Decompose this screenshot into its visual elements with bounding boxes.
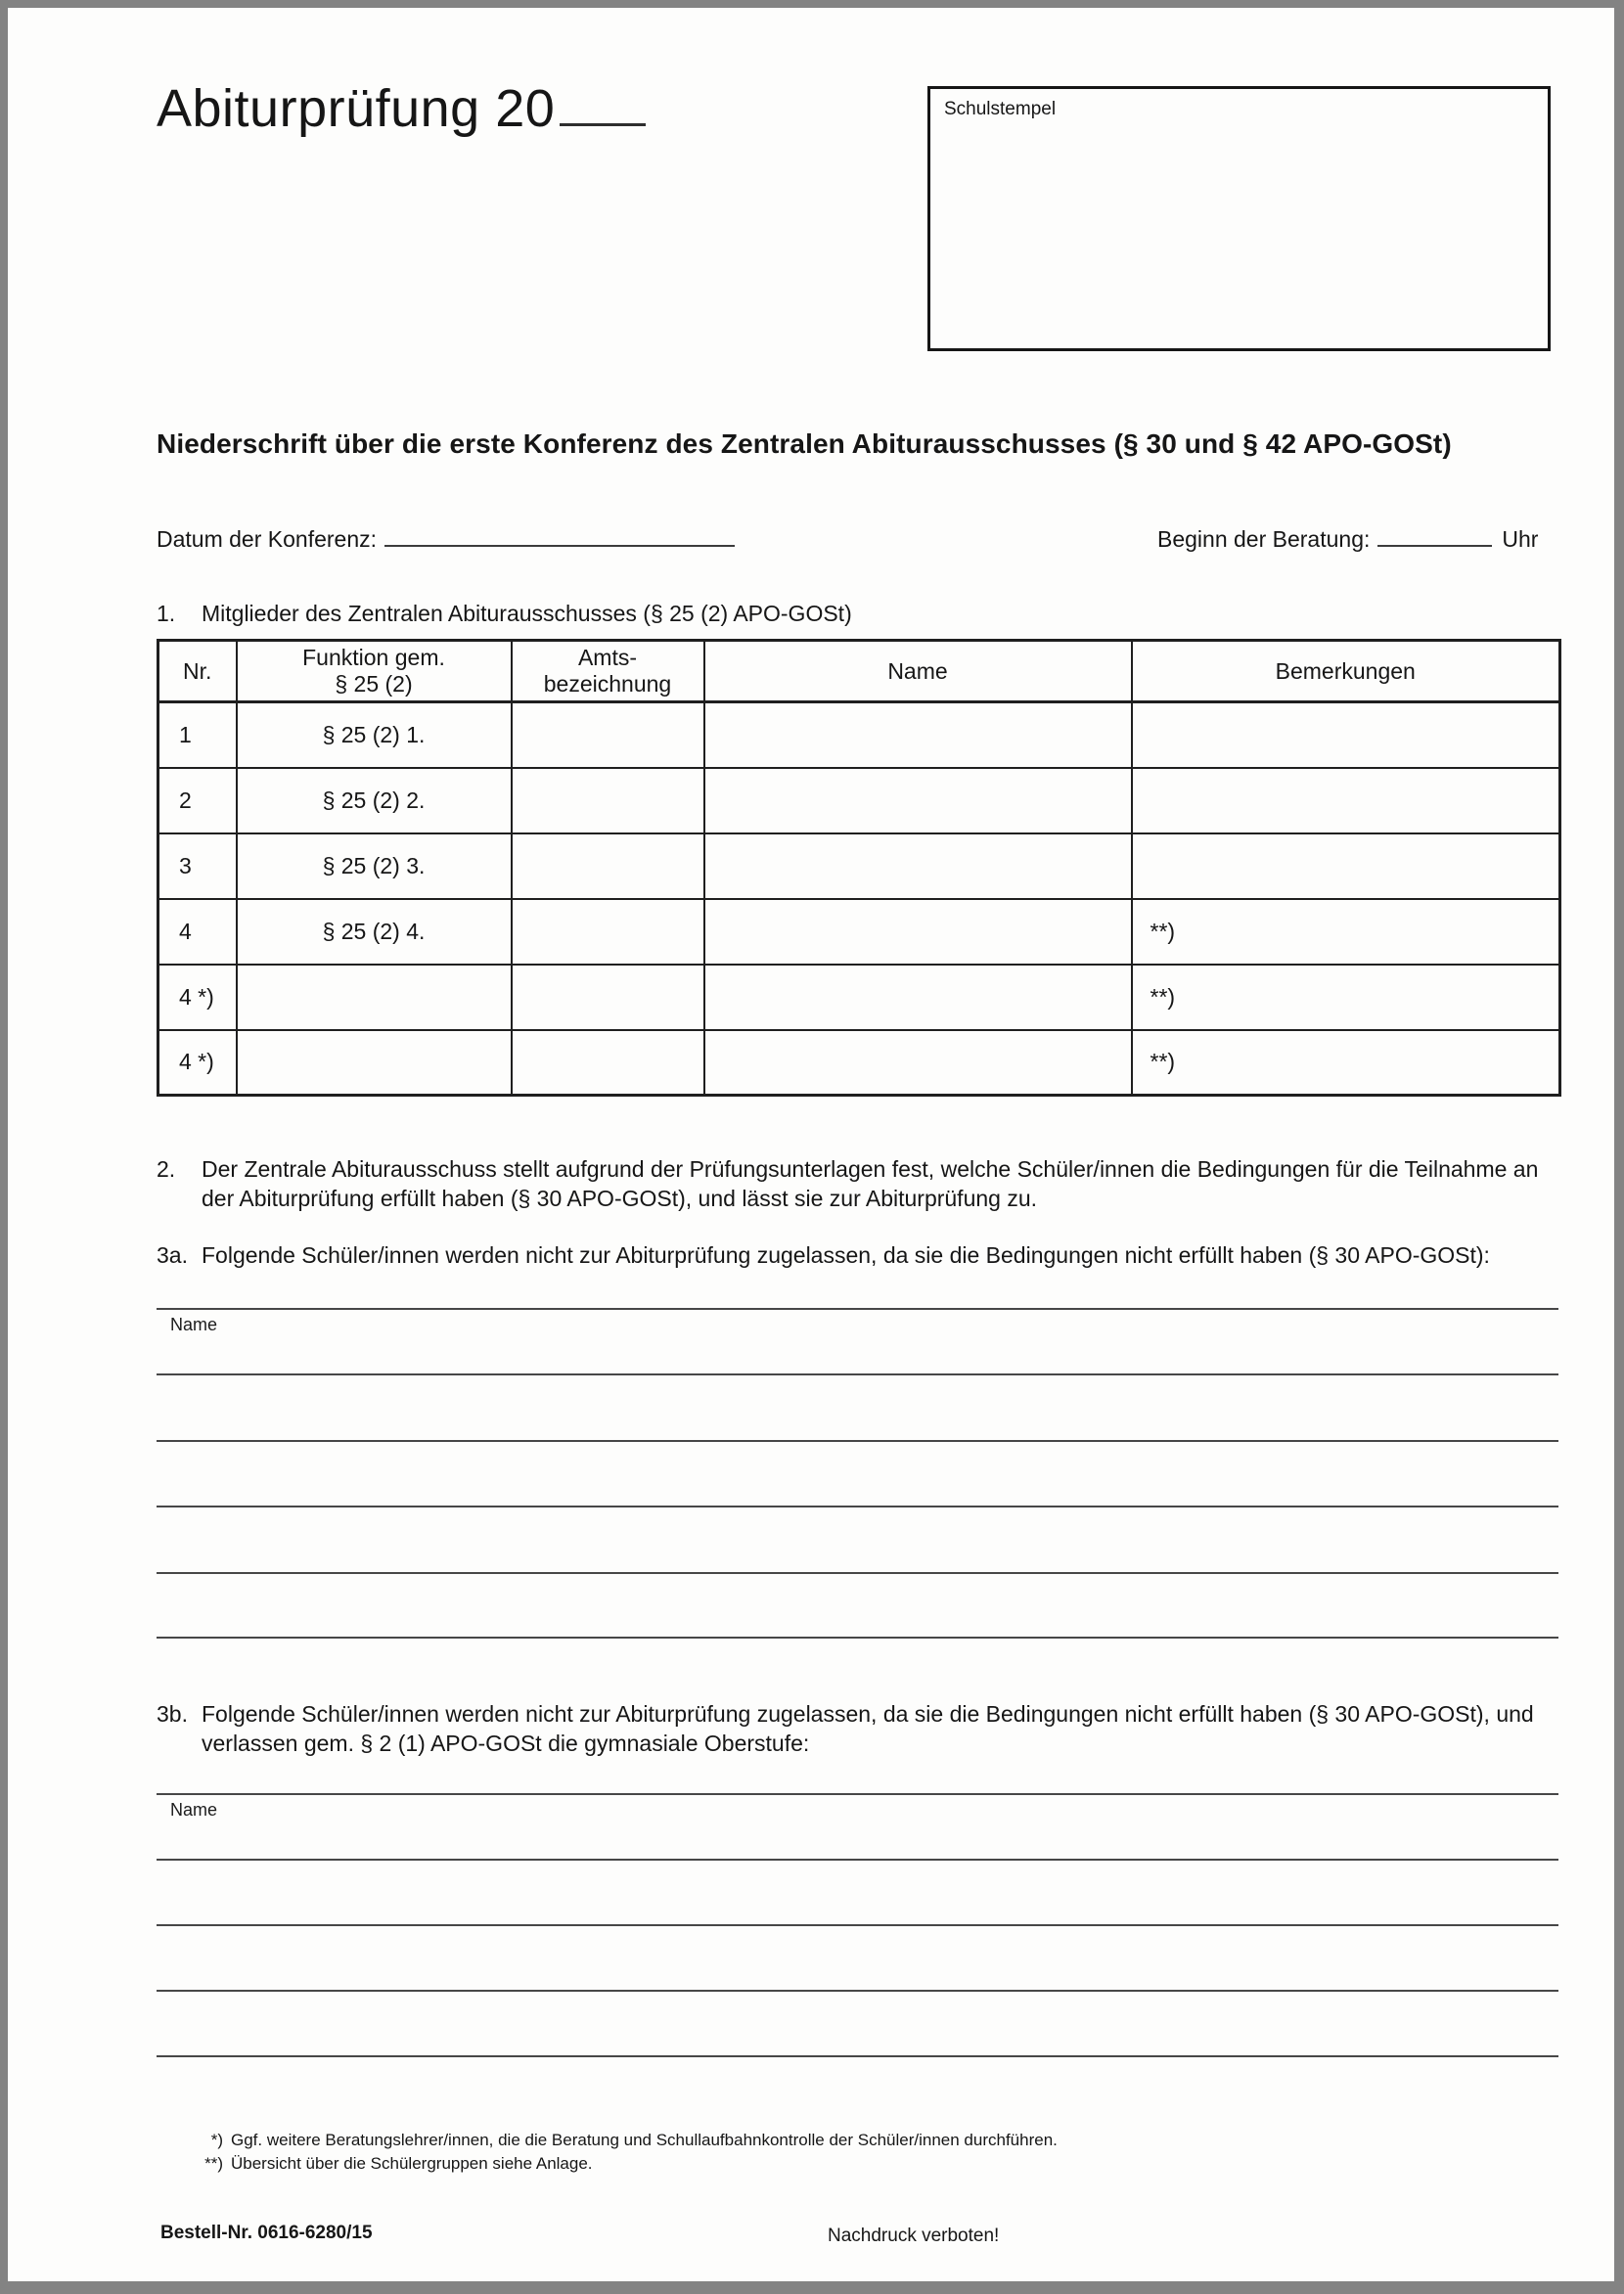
section-2-number: 2. [157,1156,176,1182]
table-row [158,768,1560,833]
ruled-line [157,1793,1558,1795]
footnote-1-marker: *) [210,2131,223,2149]
cell-funktion [237,965,512,1030]
table-row [158,1030,1560,1096]
section-3a [157,1240,1563,1270]
cell-bemerkung [1132,702,1560,768]
cell-bemerkung: **) [1132,899,1560,965]
footnote-1-text: Ggf. weitere Beratungslehrer/innen, die die Beratung und Schullaufbahnkontrolle der Schüler/innen durchführen. [231,2131,1058,2149]
cell-nr: 2 [158,768,237,833]
cell-funktion: § 25 (2) 3. [237,833,512,899]
cell-name [704,833,1132,899]
order-number: Bestell-Nr. 0616-6280/15 [160,2223,373,2243]
conference-date-row [157,526,735,553]
begin-time-label: Beginn der Beratung: [1157,526,1371,552]
ruled-line [157,1506,1558,1507]
cell-amtsbezeichnung [512,965,704,1030]
footnote-2 [192,2152,1058,2176]
form-title-text: Abiturprüfung 20 [157,79,556,138]
form-title [157,78,646,139]
conference-date-blank-line [384,543,735,547]
ruled-line [157,1637,1558,1639]
begin-time-row [1157,526,1538,553]
name-column-label-3b: Name [170,1800,218,1820]
cell-amtsbezeichnung [512,833,704,899]
ruled-line [157,1924,1558,1926]
cell-name [704,702,1132,768]
year-blank-line [560,121,646,126]
section-2-text: Der Zentrale Abiturausschuss stellt aufgrund der Prüfungsunterlagen fest, welche Schüler/innen die Bedingungen für die Teilnahme an der Abiturprüfung erfüllt haben (§ 30 APO-GOSt), und lässt sie zur Abiturprüfung zu. [202,1156,1539,1211]
section-1-number: 1. [157,601,176,626]
ruled-line [157,1990,1558,1992]
ruled-line [157,1308,1558,1310]
table-row [158,833,1560,899]
cell-nr: 4 *) [158,1030,237,1096]
cell-bemerkung [1132,833,1560,899]
name-column-label-3a: Name [170,1315,218,1334]
cell-funktion: § 25 (2) 1. [237,702,512,768]
school-stamp-label: Schulstempel [944,99,1057,119]
cell-funktion: § 25 (2) 2. [237,768,512,833]
table-row [158,965,1560,1030]
members-table [157,639,1561,1097]
cell-amtsbezeichnung [512,1030,704,1096]
cell-name [704,965,1132,1030]
table-row [158,899,1560,965]
header-bemerkungen: Bemerkungen [1132,641,1560,702]
cell-funktion: § 25 (2) 4. [237,899,512,965]
header-amtsbezeichnung: Amts- bezeichnung [512,641,704,702]
ruled-line [157,2055,1558,2057]
header-name: Name [704,641,1132,702]
cell-funktion [237,1030,512,1096]
school-stamp-box [927,86,1551,351]
section-3b-number: 3b. [157,1701,188,1727]
cell-bemerkung: **) [1132,965,1560,1030]
section-3b-text: Folgende Schüler/innen werden nicht zur Abiturprüfung zugelassen, da sie die Bedingungen nicht erfüllt haben (§ 30 APO-GOSt), und verlassen gem. § 2 (1) APO-GOSt die gymnasiale Oberstufe: [202,1701,1534,1756]
cell-amtsbezeichnung [512,768,704,833]
cell-nr: 4 [158,899,237,965]
cell-name [704,1030,1132,1096]
ruled-line [157,1859,1558,1861]
cell-name [704,768,1132,833]
header-funktion: Funktion gem. § 25 (2) [237,641,512,702]
cell-nr: 1 [158,702,237,768]
cell-bemerkung [1132,768,1560,833]
section-3b [157,1699,1563,1758]
ruled-line [157,1572,1558,1574]
section-3a-text: Folgende Schüler/innen werden nicht zur Abiturprüfung zugelassen, da sie die Bedingungen nicht erfüllt haben (§ 30 APO-GOSt): [202,1242,1490,1268]
cell-nr: 4 *) [158,965,237,1030]
reprint-notice: Nachdruck verboten! [828,2226,1000,2246]
document-heading: Niederschrift über die erste Konferenz des Zentralen Abiturausschusses (§ 30 und § 42 APO-GOSt) [157,428,1452,459]
cell-nr: 3 [158,833,237,899]
ruled-line [157,1440,1558,1442]
table-row [158,702,1560,768]
cell-amtsbezeichnung [512,899,704,965]
begin-time-unit: Uhr [1502,526,1539,552]
section-1 [157,599,1563,628]
cell-amtsbezeichnung [512,702,704,768]
begin-time-blank-line [1377,543,1492,547]
section-2 [157,1154,1563,1213]
cell-bemerkung: **) [1132,1030,1560,1096]
conference-date-label: Datum der Konferenz: [157,526,378,552]
cell-name [704,899,1132,965]
section-3a-number: 3a. [157,1242,188,1268]
header-nr: Nr. [158,641,237,702]
section-1-title: Mitglieder des Zentralen Abiturausschusses (§ 25 (2) APO-GOSt) [202,601,852,626]
footnotes [192,2129,1058,2176]
footnote-1 [192,2129,1058,2152]
ruled-line [157,1373,1558,1375]
footnote-2-marker: **) [204,2154,223,2173]
footnote-2-text: Übersicht über die Schülergruppen siehe Anlage. [231,2154,593,2173]
members-table-header-row [158,641,1560,702]
